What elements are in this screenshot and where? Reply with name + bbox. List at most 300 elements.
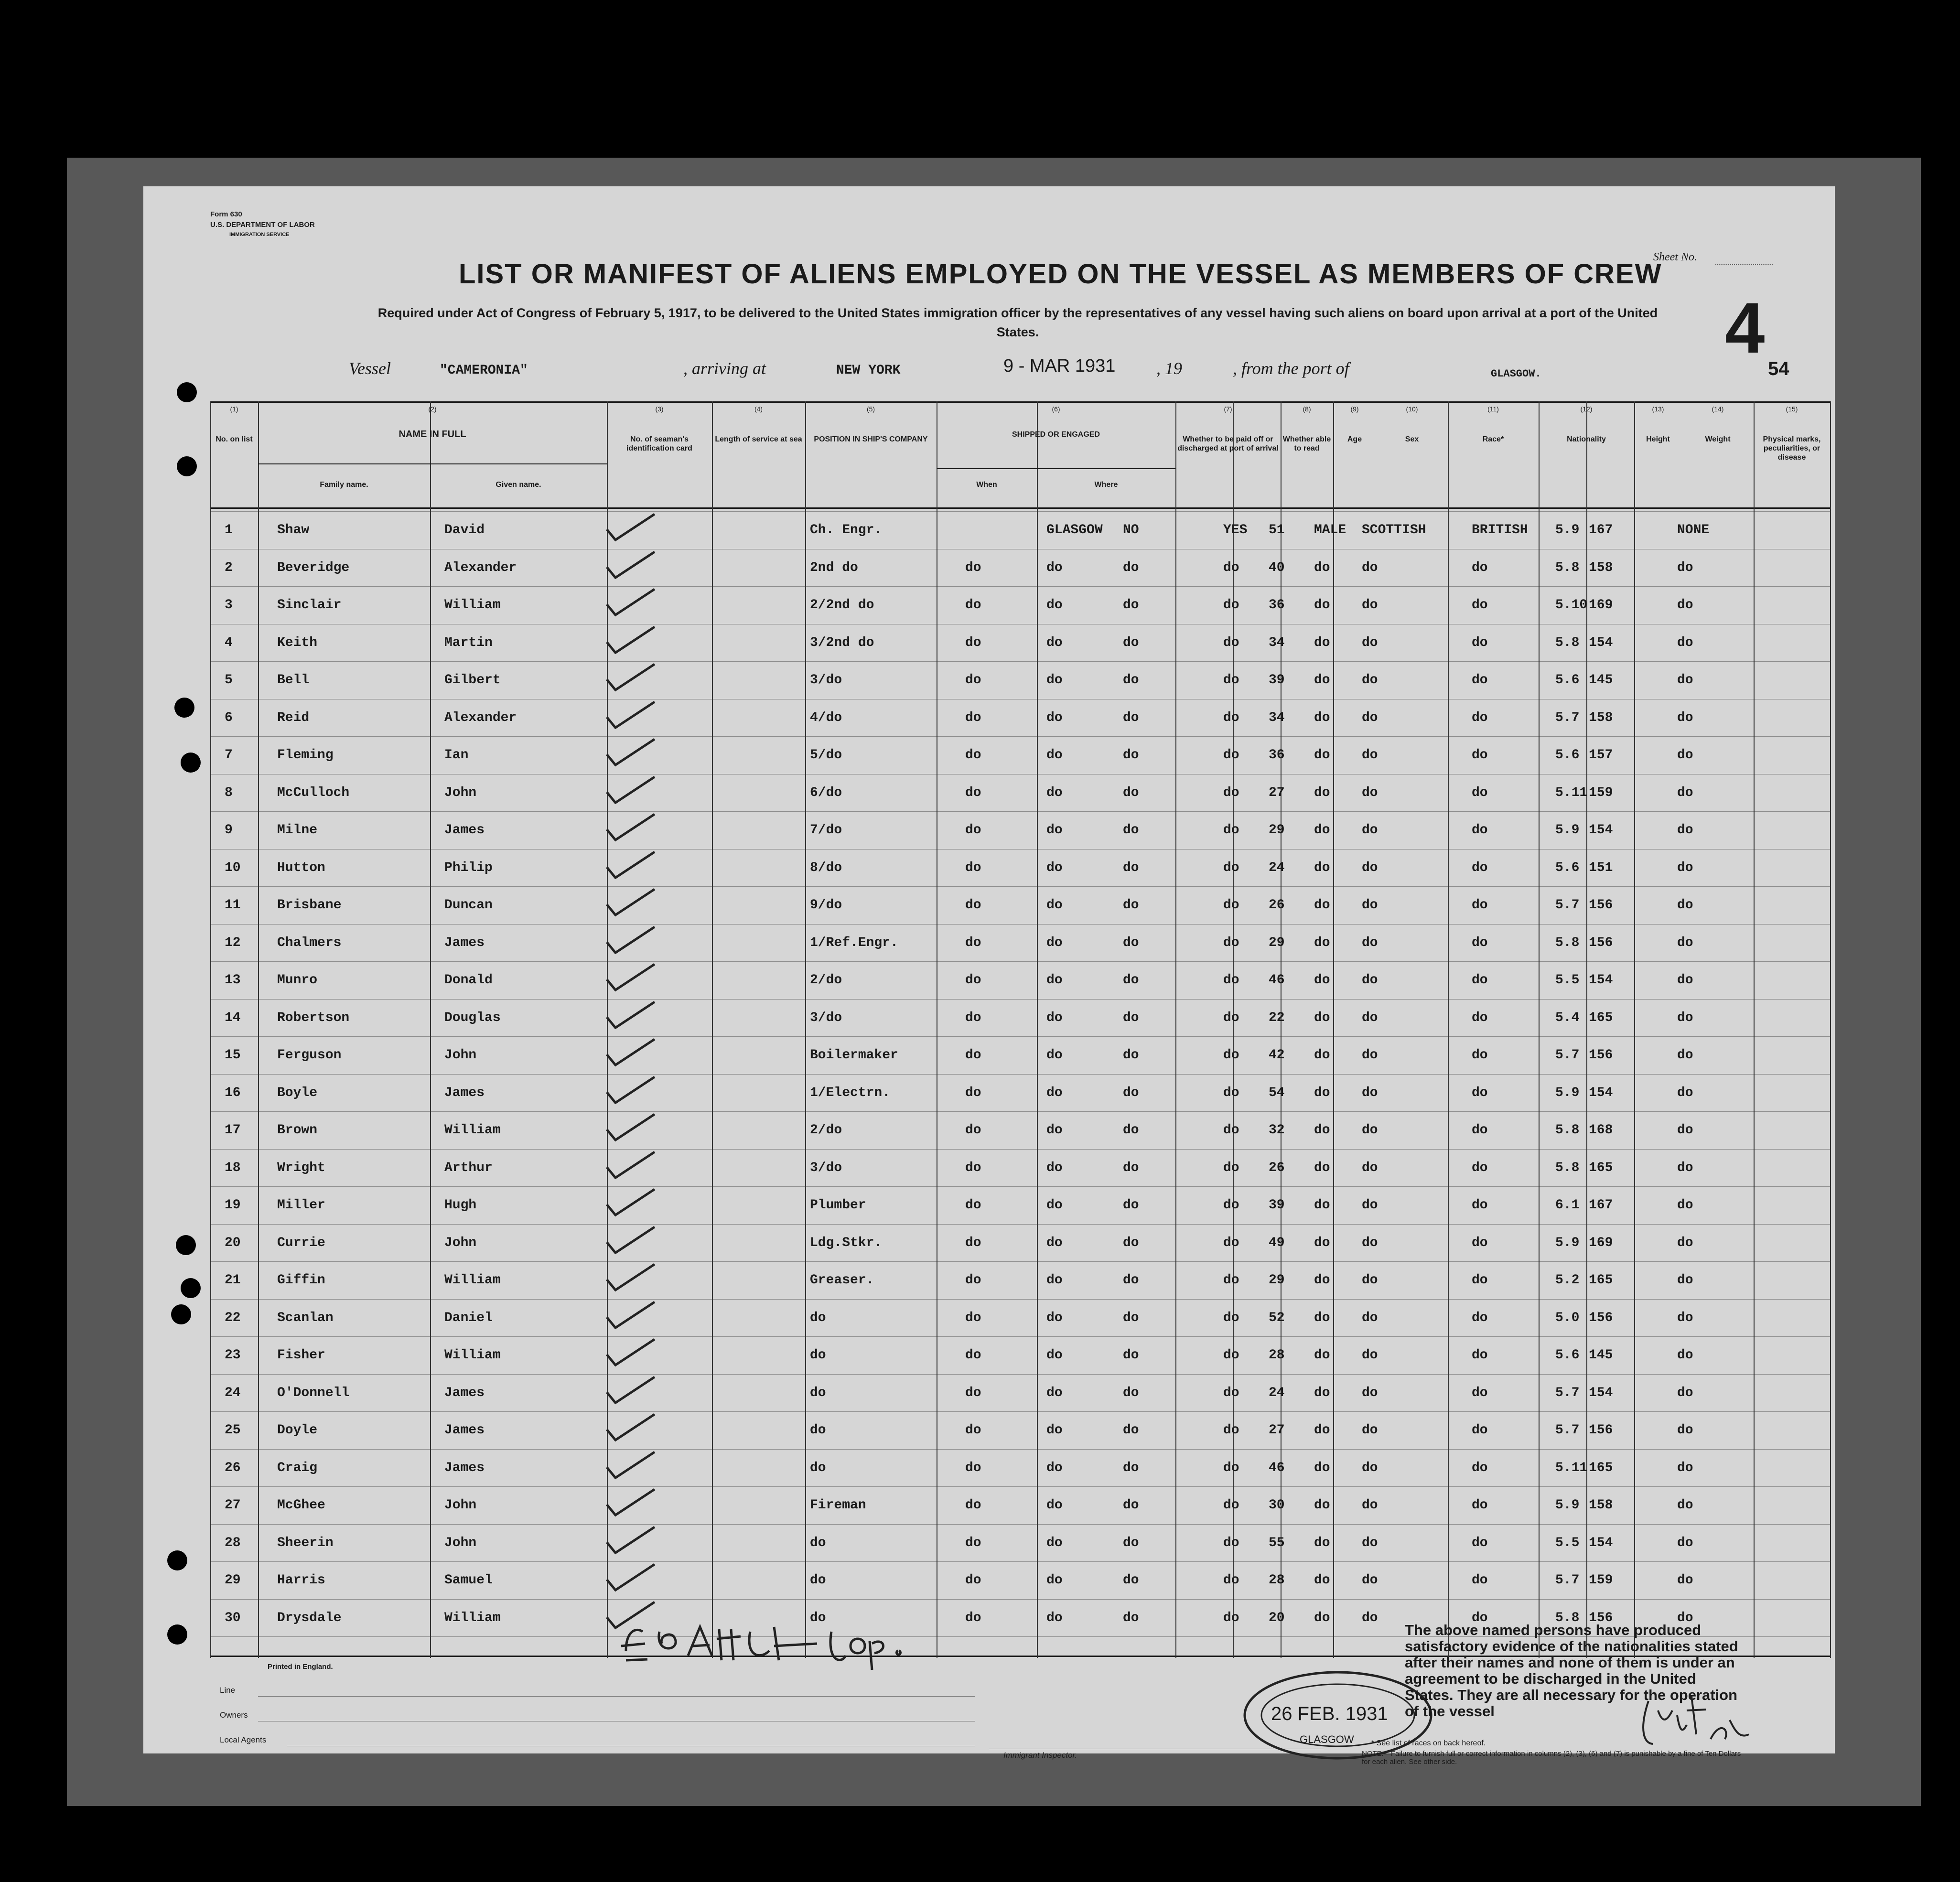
race: do xyxy=(1362,1273,1378,1288)
sheet-number-label: Sheet No. xyxy=(1653,251,1697,263)
able-to-read: do xyxy=(1223,1048,1239,1063)
physical-marks: do xyxy=(1677,1385,1693,1400)
age: 36 xyxy=(1269,598,1285,613)
physical-marks: do xyxy=(1677,1235,1693,1250)
shipped-when: do xyxy=(965,673,981,688)
nationality-declaration: The above named persons have produced satisfactory evidence of the nationalities stated after their names and none of them is under an agreement to be discharged in the United States. They are all necessary for the operation of the vessel xyxy=(1405,1622,1738,1720)
shipped-when: do xyxy=(965,1085,981,1100)
row-number: 28 xyxy=(225,1535,241,1550)
given-name: John xyxy=(444,1235,477,1250)
check-mark-icon xyxy=(602,1523,659,1557)
shipped-when: do xyxy=(965,1573,981,1588)
able-to-read: do xyxy=(1223,1535,1239,1550)
height: 5.7 xyxy=(1555,1573,1580,1588)
arrival-date: 9 - MAR 1931 xyxy=(1003,356,1116,376)
height: 5.6 xyxy=(1555,673,1580,688)
shipped-when: do xyxy=(965,560,981,575)
family-name: McCulloch xyxy=(277,785,350,800)
family-name: Drysdale xyxy=(277,1610,342,1625)
position: 2/do xyxy=(810,1123,842,1138)
paid-off: do xyxy=(1123,1498,1139,1513)
column-header: Age xyxy=(1347,435,1362,443)
check-mark-icon xyxy=(602,998,659,1032)
weight: 156 xyxy=(1589,898,1613,913)
physical-marks: do xyxy=(1677,1460,1693,1475)
paid-off: NO xyxy=(1123,523,1139,538)
family-name: Milne xyxy=(277,823,318,838)
age: 54 xyxy=(1269,1085,1285,1100)
row-number: 29 xyxy=(225,1573,241,1588)
nationality: do xyxy=(1472,560,1488,575)
physical-marks: do xyxy=(1677,673,1693,688)
physical-marks: do xyxy=(1677,710,1693,725)
punch-hole xyxy=(181,753,201,773)
check-mark-icon xyxy=(602,1223,659,1257)
punch-hole xyxy=(167,1550,187,1570)
sex: do xyxy=(1314,1535,1330,1550)
shipped-when: do xyxy=(965,1535,981,1550)
nationality: do xyxy=(1472,1573,1488,1588)
able-to-read: do xyxy=(1223,1573,1239,1588)
height: 5.10 xyxy=(1555,598,1588,613)
shipped-where: do xyxy=(1046,860,1063,875)
crew-manifest-table xyxy=(210,401,1830,1658)
race: do xyxy=(1362,935,1378,950)
able-to-read: do xyxy=(1223,1010,1239,1025)
able-to-read: do xyxy=(1223,748,1239,763)
family-name: Sheerin xyxy=(277,1535,334,1550)
race: do xyxy=(1362,898,1378,913)
nationality: do xyxy=(1472,1235,1488,1250)
able-to-read: do xyxy=(1223,710,1239,725)
paid-off: do xyxy=(1123,1460,1139,1475)
position: 9/do xyxy=(810,898,842,913)
able-to-read: do xyxy=(1223,1085,1239,1100)
age: 39 xyxy=(1269,673,1285,688)
nationality: do xyxy=(1472,748,1488,763)
able-to-read: do xyxy=(1223,673,1239,688)
given-name: James xyxy=(444,1423,485,1438)
nationality: do xyxy=(1472,898,1488,913)
given-name: Daniel xyxy=(444,1310,493,1325)
given-name: Duncan xyxy=(444,898,493,913)
column-number: (5) xyxy=(866,405,875,413)
sex: do xyxy=(1314,973,1330,988)
position: do xyxy=(810,1348,826,1363)
age: 39 xyxy=(1269,1198,1285,1213)
weight: 151 xyxy=(1589,860,1613,875)
column-rule xyxy=(1175,401,1176,1658)
sex: do xyxy=(1314,560,1330,575)
paid-off: do xyxy=(1123,1535,1139,1550)
row-number: 1 xyxy=(225,523,233,538)
row-number: 15 xyxy=(225,1048,241,1063)
shipped-where: do xyxy=(1046,1085,1063,1100)
given-name: Arthur xyxy=(444,1160,493,1175)
nationality: do xyxy=(1472,1273,1488,1288)
age: 40 xyxy=(1269,560,1285,575)
sex: do xyxy=(1314,1348,1330,1363)
weight: 165 xyxy=(1589,1273,1613,1288)
able-to-read: do xyxy=(1223,1310,1239,1325)
paid-off: do xyxy=(1123,823,1139,838)
row-number: 14 xyxy=(225,1010,241,1025)
given-name: Douglas xyxy=(444,1010,501,1025)
sex: do xyxy=(1314,1610,1330,1625)
stamp-text: GLASGOW xyxy=(1300,1733,1354,1745)
nationality: do xyxy=(1472,1385,1488,1400)
column-number: (9) xyxy=(1350,405,1359,413)
column-header: Length of service at sea xyxy=(715,435,802,443)
age: 27 xyxy=(1269,1423,1285,1438)
row-number: 11 xyxy=(225,898,241,913)
able-to-read: do xyxy=(1223,973,1239,988)
race: do xyxy=(1362,1310,1378,1325)
column-rule xyxy=(1448,401,1449,1658)
weight: 154 xyxy=(1589,823,1613,838)
position: do xyxy=(810,1310,826,1325)
race: do xyxy=(1362,785,1378,800)
page-number: 4 xyxy=(1725,288,1765,368)
age: 29 xyxy=(1269,823,1285,838)
weight: 145 xyxy=(1589,1348,1613,1363)
paid-off: do xyxy=(1123,898,1139,913)
family-name: Reid xyxy=(277,710,310,725)
shipped-where: do xyxy=(1046,1348,1063,1363)
given-name: James xyxy=(444,1460,485,1475)
race: do xyxy=(1362,1423,1378,1438)
physical-marks: do xyxy=(1677,823,1693,838)
shipped-when: do xyxy=(965,785,981,800)
height: 5.6 xyxy=(1555,1348,1580,1363)
physical-marks: do xyxy=(1677,1573,1693,1588)
able-to-read: do xyxy=(1223,1498,1239,1513)
shipped-when: do xyxy=(965,1198,981,1213)
paid-off: do xyxy=(1123,785,1139,800)
given-name: John xyxy=(444,1498,477,1513)
age: 24 xyxy=(1269,860,1285,875)
shipped-where: do xyxy=(1046,1048,1063,1063)
given-name: John xyxy=(444,785,477,800)
check-mark-icon xyxy=(602,1185,659,1219)
weight: 156 xyxy=(1589,1610,1613,1625)
paid-off: do xyxy=(1123,1085,1139,1100)
shipped-when: do xyxy=(965,1348,981,1363)
row-number: 6 xyxy=(225,710,233,725)
sex: do xyxy=(1314,710,1330,725)
weight: 156 xyxy=(1589,1048,1613,1063)
age: 34 xyxy=(1269,710,1285,725)
shipped-where: do xyxy=(1046,710,1063,725)
shipped-where: do xyxy=(1046,1423,1063,1438)
column-header: Whether to be paid off or discharged at port of arrival xyxy=(1177,435,1279,452)
shipped-where: do xyxy=(1046,935,1063,950)
paid-off: do xyxy=(1123,1048,1139,1063)
nationality: do xyxy=(1472,635,1488,650)
shipped-when: do xyxy=(965,1010,981,1025)
weight: 154 xyxy=(1589,973,1613,988)
column-number: (4) xyxy=(754,405,763,413)
weight: 158 xyxy=(1589,560,1613,575)
race: do xyxy=(1362,823,1378,838)
able-to-read: do xyxy=(1223,1460,1239,1475)
column-header: POSITION IN SHIP'S COMPANY xyxy=(814,435,928,443)
family-name: Miller xyxy=(277,1198,325,1213)
age: 29 xyxy=(1269,1273,1285,1288)
able-to-read: do xyxy=(1223,598,1239,613)
shipped-where: do xyxy=(1046,1498,1063,1513)
age: 46 xyxy=(1269,1460,1285,1475)
height: 5.7 xyxy=(1555,1423,1580,1438)
paid-off: do xyxy=(1123,560,1139,575)
height: 5.11 xyxy=(1555,1460,1588,1475)
position: do xyxy=(810,1385,826,1400)
family-name: Giffin xyxy=(277,1273,325,1288)
age: 51 xyxy=(1269,523,1285,538)
sex: do xyxy=(1314,673,1330,688)
sheet-number-field xyxy=(1715,263,1773,265)
nationality: do xyxy=(1472,1423,1488,1438)
check-mark-icon xyxy=(602,960,659,994)
physical-marks: do xyxy=(1677,635,1693,650)
height: 5.7 xyxy=(1555,710,1580,725)
weight: 169 xyxy=(1589,598,1613,613)
owners-label: Owners xyxy=(220,1710,248,1720)
column-header: Height xyxy=(1646,435,1670,443)
position: 1/Ref.Engr. xyxy=(810,935,898,950)
position: 1/Electrn. xyxy=(810,1085,891,1100)
position: do xyxy=(810,1610,826,1625)
check-mark-icon xyxy=(602,1148,659,1182)
paid-off: do xyxy=(1123,1123,1139,1138)
punch-hole xyxy=(181,1278,201,1298)
weight: 145 xyxy=(1589,673,1613,688)
row-number: 18 xyxy=(225,1160,241,1175)
row-number: 3 xyxy=(225,598,233,613)
check-mark-icon xyxy=(602,698,659,731)
shipped-when: do xyxy=(965,935,981,950)
given-name: James xyxy=(444,1085,485,1100)
row-number: 23 xyxy=(225,1348,241,1363)
height: 5.6 xyxy=(1555,748,1580,763)
column-header: Whether able to read xyxy=(1282,435,1331,452)
position: 6/do xyxy=(810,785,842,800)
physical-marks: do xyxy=(1677,748,1693,763)
page-subtitle: Required under Act of Congress of February 5, 1917, to be delivered to the United States immigration officer by the representatives of any vessel having such aliens on board upon arrival at a port of the United States. xyxy=(377,306,1658,339)
race: do xyxy=(1362,1348,1378,1363)
physical-marks: do xyxy=(1677,1273,1693,1288)
shipped-where: GLASGOW xyxy=(1046,523,1103,538)
column-number: (2) xyxy=(428,405,437,413)
nationality: do xyxy=(1472,673,1488,688)
race: do xyxy=(1362,560,1378,575)
height: 5.9 xyxy=(1555,523,1580,538)
position: Greaser. xyxy=(810,1273,874,1288)
height: 5.8 xyxy=(1555,1123,1580,1138)
age: 42 xyxy=(1269,1048,1285,1063)
position: 4/do xyxy=(810,710,842,725)
form-number: Form 630 xyxy=(210,210,242,218)
shipped-when: do xyxy=(965,973,981,988)
able-to-read: do xyxy=(1223,860,1239,875)
shipped-where: do xyxy=(1046,1010,1063,1025)
given-name: Martin xyxy=(444,635,493,650)
stamp-date: 26 FEB. 1931 xyxy=(1271,1703,1388,1724)
row-number: 9 xyxy=(225,823,233,838)
check-mark-icon xyxy=(602,1335,659,1369)
shipped-when: do xyxy=(965,1048,981,1063)
shipped-when: do xyxy=(965,1498,981,1513)
check-mark-icon xyxy=(602,1110,659,1144)
given-name: Donald xyxy=(444,973,493,988)
height: 5.9 xyxy=(1555,1085,1580,1100)
column-number: (15) xyxy=(1786,405,1798,413)
family-name: Sinclair xyxy=(277,598,342,613)
column-header: Physical marks, peculiarities, or disease xyxy=(1763,435,1821,462)
row-number: 10 xyxy=(225,860,241,875)
row-number: 16 xyxy=(225,1085,241,1100)
height: 5.8 xyxy=(1555,635,1580,650)
local-agents-label: Local Agents xyxy=(220,1735,267,1744)
row-number: 4 xyxy=(225,635,233,650)
given-name: William xyxy=(444,1348,501,1363)
height: 5.8 xyxy=(1555,560,1580,575)
shipped-where: do xyxy=(1046,748,1063,763)
physical-marks: do xyxy=(1677,1198,1693,1213)
punch-hole xyxy=(174,698,194,718)
able-to-read: do xyxy=(1223,1385,1239,1400)
column-number: (13) xyxy=(1652,405,1664,413)
able-to-read: do xyxy=(1223,1610,1239,1625)
given-name: Gilbert xyxy=(444,673,501,688)
position: Boilermaker xyxy=(810,1048,898,1063)
family-name: Bell xyxy=(277,673,310,688)
nationality: do xyxy=(1472,785,1488,800)
master-signature xyxy=(1634,1691,1758,1753)
age: 52 xyxy=(1269,1310,1285,1325)
check-mark-icon xyxy=(602,773,659,807)
position: 5/do xyxy=(810,748,842,763)
row-number: 8 xyxy=(225,785,233,800)
family-name: Brown xyxy=(277,1123,318,1138)
row-number: 12 xyxy=(225,935,241,950)
column-rule xyxy=(712,401,713,1658)
paid-off: do xyxy=(1123,1160,1139,1175)
weight: 165 xyxy=(1589,1010,1613,1025)
family-name: Boyle xyxy=(277,1085,318,1100)
shipped-where: do xyxy=(1046,635,1063,650)
check-mark-icon xyxy=(602,735,659,769)
able-to-read: do xyxy=(1223,823,1239,838)
position: 3/do xyxy=(810,1160,842,1175)
column-rule xyxy=(1333,401,1334,1658)
family-name: Ferguson xyxy=(277,1048,342,1063)
printed-in-england: Printed in England. xyxy=(268,1663,333,1671)
sex: do xyxy=(1314,898,1330,913)
age: 22 xyxy=(1269,1010,1285,1025)
column-subheader: Where xyxy=(1094,481,1118,489)
height: 5.7 xyxy=(1555,898,1580,913)
arriving-port: NEW YORK xyxy=(836,363,901,378)
name-subhead-rule xyxy=(258,463,607,464)
able-to-read: do xyxy=(1223,560,1239,575)
row-number: 19 xyxy=(225,1198,241,1213)
height: 5.6 xyxy=(1555,860,1580,875)
arriving-label: , arriving at xyxy=(683,359,766,378)
physical-marks: do xyxy=(1677,598,1693,613)
column-number: (8) xyxy=(1303,405,1311,413)
race: do xyxy=(1362,748,1378,763)
given-name: William xyxy=(444,598,501,613)
race: do xyxy=(1362,1160,1378,1175)
check-mark-icon xyxy=(602,1298,659,1332)
family-name: Scanlan xyxy=(277,1310,334,1325)
family-name: Currie xyxy=(277,1235,325,1250)
physical-marks: do xyxy=(1677,560,1693,575)
column-header: Nationality xyxy=(1567,435,1606,443)
check-mark-icon xyxy=(602,1448,659,1482)
age: 36 xyxy=(1269,748,1285,763)
row-number: 30 xyxy=(225,1610,241,1625)
column-rule xyxy=(1539,401,1540,1658)
weight: 159 xyxy=(1589,1573,1613,1588)
physical-marks: do xyxy=(1677,1610,1693,1625)
shipped-where: do xyxy=(1046,1160,1063,1175)
inspector-label: Immigrant Inspector. xyxy=(1003,1751,1077,1760)
race: do xyxy=(1362,1385,1378,1400)
shipped-when: do xyxy=(965,823,981,838)
shipped-when: do xyxy=(965,898,981,913)
shipped-when: do xyxy=(965,635,981,650)
weight: 168 xyxy=(1589,1123,1613,1138)
given-name: James xyxy=(444,823,485,838)
vessel-label: Vessel xyxy=(349,359,391,378)
given-name: James xyxy=(444,1385,485,1400)
row-number: 26 xyxy=(225,1460,241,1475)
nationality: do xyxy=(1472,1048,1488,1063)
shipped-when: do xyxy=(965,860,981,875)
nationality: do xyxy=(1472,1348,1488,1363)
check-mark-icon xyxy=(602,548,659,581)
race: do xyxy=(1362,860,1378,875)
paid-off: do xyxy=(1123,1573,1139,1588)
physical-marks: do xyxy=(1677,1423,1693,1438)
physical-marks: do xyxy=(1677,1535,1693,1550)
age: 24 xyxy=(1269,1385,1285,1400)
check-mark-icon xyxy=(602,1073,659,1107)
paid-off: do xyxy=(1123,1198,1139,1213)
column-number: (14) xyxy=(1712,405,1724,413)
paid-off: do xyxy=(1123,1310,1139,1325)
line-field xyxy=(258,1696,975,1697)
nationality: do xyxy=(1472,1498,1488,1513)
position: 2/do xyxy=(810,973,842,988)
shipped-when: do xyxy=(965,598,981,613)
race: do xyxy=(1362,1460,1378,1475)
weight: 158 xyxy=(1589,1498,1613,1513)
row-number: 13 xyxy=(225,973,241,988)
physical-marks: do xyxy=(1677,1048,1693,1063)
sex: do xyxy=(1314,860,1330,875)
paid-off: do xyxy=(1123,635,1139,650)
check-mark-icon xyxy=(602,510,659,544)
race: do xyxy=(1362,1535,1378,1550)
age: 27 xyxy=(1269,785,1285,800)
sex: do xyxy=(1314,1498,1330,1513)
able-to-read: do xyxy=(1223,935,1239,950)
nationality: do xyxy=(1472,1160,1488,1175)
sex: do xyxy=(1314,1160,1330,1175)
